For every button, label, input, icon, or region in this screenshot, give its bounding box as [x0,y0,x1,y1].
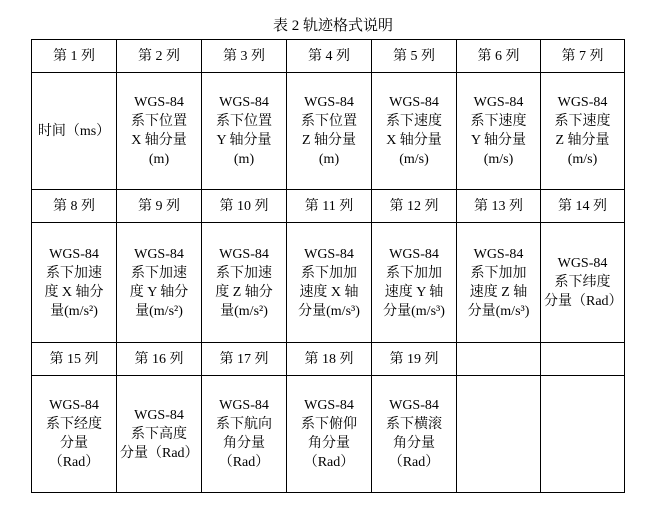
column-description: WGS-84 系下速度 X 轴分量 (m/s) [372,73,457,190]
header-row-3 [32,343,625,376]
column-description: WGS-84 系下加速 度 Y 轴分 量(m/s²) [117,223,202,343]
header-row-1 [32,40,625,73]
column-description: 时间（ms） [32,73,117,190]
column-description: WGS-84 系下横滚 角分量 （Rad） [372,376,457,493]
column-description: WGS-84 系下加加 速度 Z 轴 分量(m/s³) [457,223,541,343]
column-description: WGS-84 系下航向 角分量 （Rad） [202,376,287,493]
column-header: 第 6 列 [457,40,541,73]
empty-cell [457,343,541,376]
column-description: WGS-84 系下高度 分量（Rad） [117,376,202,493]
header-row-2 [32,190,625,223]
column-header: 第 8 列 [32,190,117,223]
column-header: 第 14 列 [541,190,625,223]
column-description: WGS-84 系下位置 Z 轴分量 (m) [287,73,372,190]
column-description: WGS-84 系下加速 度 Z 轴分 量(m/s²) [202,223,287,343]
column-header: 第 11 列 [287,190,372,223]
column-description: WGS-84 系下速度 Y 轴分量 (m/s) [457,73,541,190]
column-description: WGS-84 系下位置 X 轴分量 (m) [117,73,202,190]
empty-cell [541,343,625,376]
column-header: 第 19 列 [372,343,457,376]
column-header: 第 17 列 [202,343,287,376]
column-description: WGS-84 系下经度 分量 （Rad） [32,376,117,493]
column-description: WGS-84 系下位置 Y 轴分量 (m) [202,73,287,190]
column-description: WGS-84 系下加速 度 X 轴分 量(m/s²) [32,223,117,343]
description-row-3 [32,376,625,493]
column-header: 第 13 列 [457,190,541,223]
column-header: 第 1 列 [32,40,117,73]
column-header: 第 7 列 [541,40,625,73]
empty-cell [457,376,541,493]
description-row-1 [32,73,625,190]
table-caption: 表 2 轨迹格式说明 [272,18,393,34]
column-header: 第 12 列 [372,190,457,223]
description-row-2 [32,223,625,343]
column-header: 第 2 列 [117,40,202,73]
trajectory-format-table [31,39,625,493]
column-description: WGS-84 系下加加 速度 X 轴 分量(m/s³) [287,223,372,343]
empty-cell [541,376,625,493]
column-header: 第 16 列 [117,343,202,376]
column-header: 第 10 列 [202,190,287,223]
column-description: WGS-84 系下加加 速度 Y 轴 分量(m/s³) [372,223,457,343]
column-description: WGS-84 系下纬度 分量（Rad） [541,223,625,343]
column-header: 第 18 列 [287,343,372,376]
column-header: 第 4 列 [287,40,372,73]
column-header: 第 15 列 [32,343,117,376]
column-header: 第 3 列 [202,40,287,73]
column-description: WGS-84 系下俯仰 角分量 （Rad） [287,376,372,493]
column-header: 第 5 列 [372,40,457,73]
column-description: WGS-84 系下速度 Z 轴分量 (m/s) [541,73,625,190]
column-header: 第 9 列 [117,190,202,223]
